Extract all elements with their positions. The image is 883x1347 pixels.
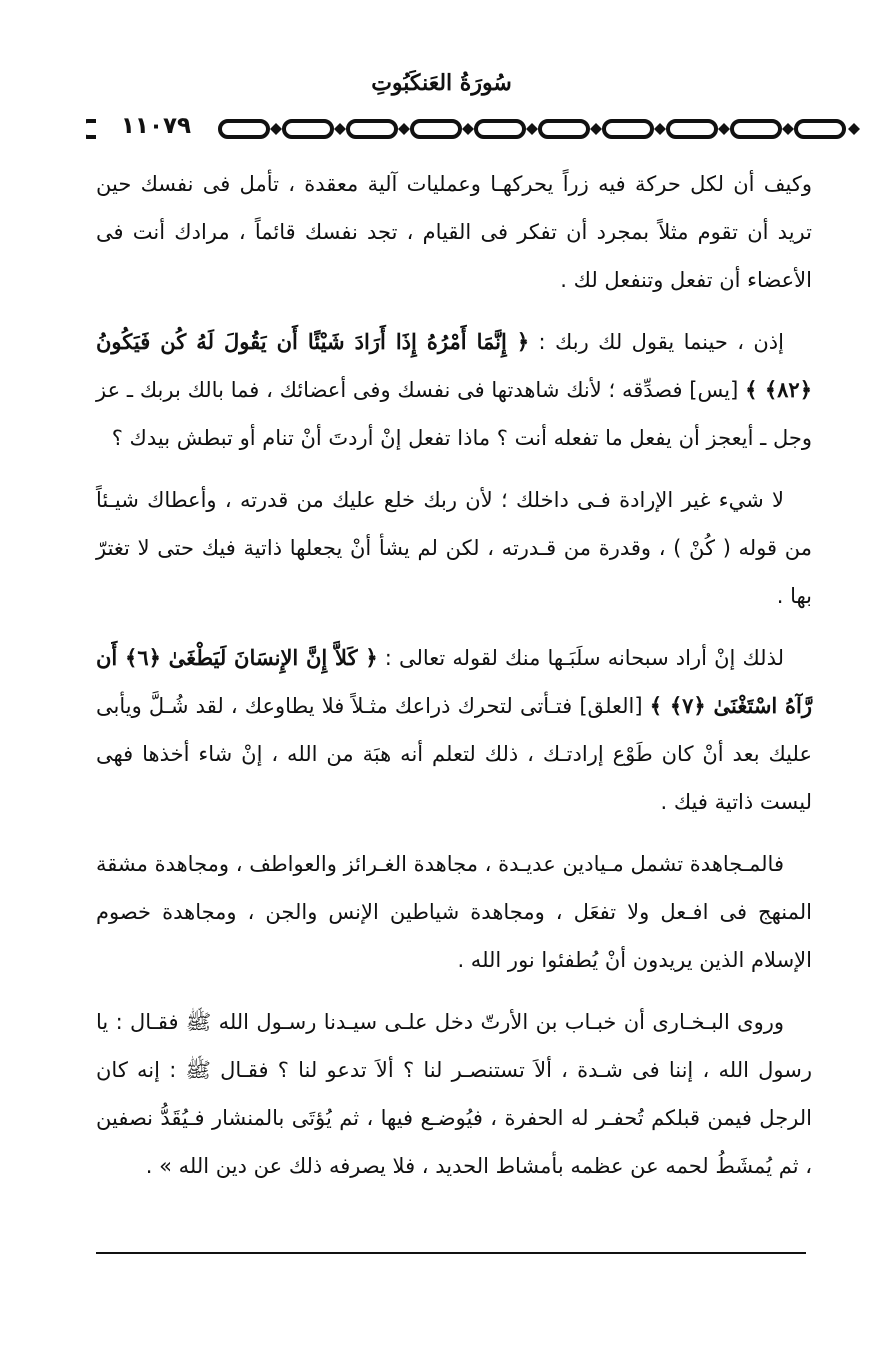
- paragraph-with-quran-verse: [96, 634, 812, 826]
- page-body: [96, 160, 812, 1204]
- paragraph-text: إذن ، حينما يقول لك ربك :: [529, 330, 784, 354]
- paragraph: فالمـجاهدة تشمل مـيادين عديـدة ، مجاهدة الغـرائز والعواطف ، ومجاهدة مشقة المنهج فى افـعل ولا تفعَل ، ومجاهدة شياطين الإنس والجن ، ومجاهدة خصوم الإسلام الذين يريدون أنْ يُطفئوا نور الله .: [96, 852, 812, 972]
- page-number: ١١٠٧٩: [96, 112, 216, 140]
- paragraph: وكيف أن لكل حركة فيه زراً يحركهـا وعمليات آلية معقدة ، تأمل فى نفسك حين تريد أن تقوم مثلاً بمجرد أن تفكر فى القيام ، تجد نفسك قائماً ، مرادك أنت فى الأعضاء أن تفعل وتنفعل لك .: [96, 172, 812, 292]
- paragraph-text: [العلق] فتـأتى لتحرك ذراعك مثـلاً فلا يطاوعك ، لقد شُـلَّ ويأبى عليك بعد أنْ كان طَوْع إرادتـك ، ذلك لتعلم أنه هبَة من الله ، إنْ شاء أخذها فهى ليست ذاتية فيك .: [96, 694, 812, 814]
- paragraph: وروى البـخـارى أن خبـاب بن الأرتّ دخل علـى سيـدنا رسـول الله ﷺ فقـال : يا رسول الله ، إننا فى شـدة ، ألاَ تستنصـر لنا ؟ ألاَ تدعو لنا ؟ فقـال ﷺ : إنه كان الرجل فيمن قبلكم تُحفـر له الحفرة ، فيُوضـع فيها ، ثم يُؤتَى بالمنشار فـيُقَدُّ نصفين ، ثم يُمشَطُ لحمه عن عظمه بأمشاط الحديد ، فلا يصرفه ذلك عن دين الله » .: [96, 1010, 812, 1178]
- paragraph-text: لذلك إنْ أراد سبحانه سلَبَـها منك لقوله تعالى :: [377, 646, 784, 670]
- quran-verse: ﴿ كَلاَّ إِنَّ الإِنسَانَ لَيَطْغَىٰ ﴿٦﴾ أَن رَّآهُ اسْتَغْنَىٰ ﴿٧﴾ ﴾: [96, 645, 813, 718]
- surah-title: سُورَةُ العَنكَبُوتِ: [371, 70, 512, 96]
- footer-divider: [96, 1252, 806, 1254]
- paragraph-text: [يس] فصدِّقه ؛ لأنك شاهدتها فى نفسك وفى أعضائك ، فما بالك بربك ـ عز وجل ـ أيعجز أن يفعل ما تفعله أنت ؟ ماذا تفعل إنْ أردتَ أنْ تنام أو تبطش بيدك ؟: [96, 378, 812, 450]
- paragraph: لا شيء غير الإرادة فـى داخلك ؛ لأن ربك خلع عليك من قدرته ، وأعطاك شيـئاً من قوله ( كُنْ ) ، وقدرة من قـدرته ، لكن لم يشأ أنْ يجعلها ذاتية فيك حتى لا تغترّ بها .: [96, 488, 812, 608]
- quran-verse: ﴿ إِنَّمَا أَمْرُهُ إِذَا أَرَادَ شَيْئًا أَن يَقُولَ لَهُ كُن فَيَكُونُ ﴿٨٢﴾ ﴾: [96, 329, 812, 402]
- paragraph-with-quran-verse: [96, 318, 812, 462]
